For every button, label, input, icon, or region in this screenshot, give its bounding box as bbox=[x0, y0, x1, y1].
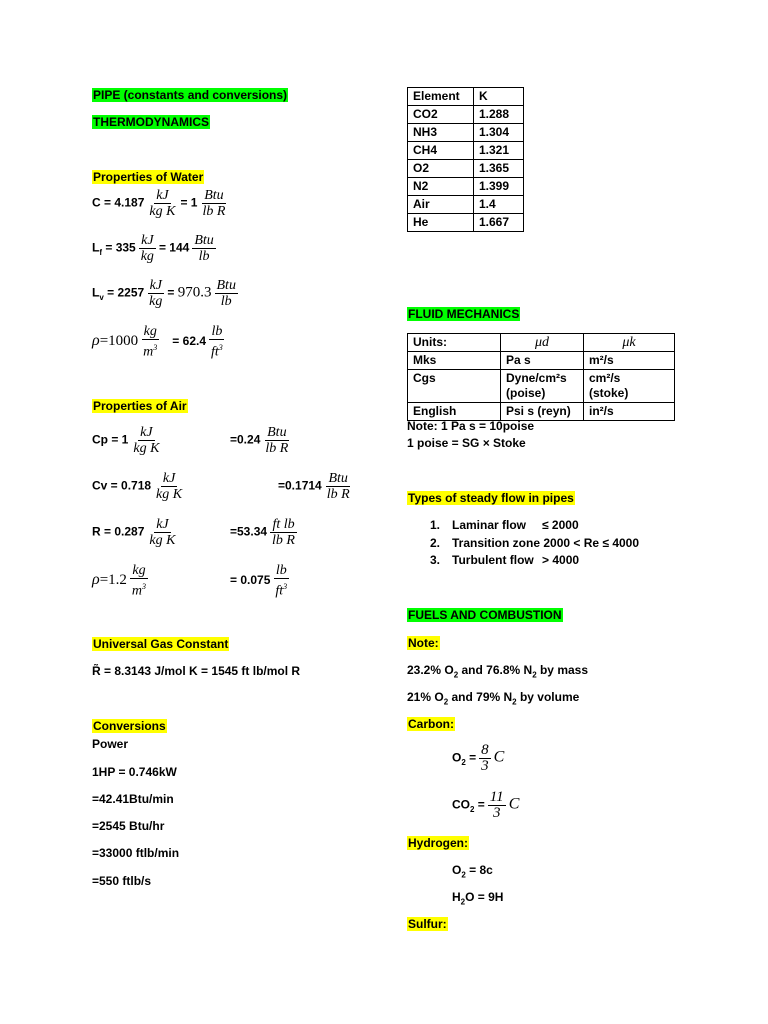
water-lf-formula: $L_f = 335$ $\frac{kJ}{kg}$ = 144 $\frac{\text{Btu}}{lb}$ bbox=[92, 233, 214, 264]
table-cell: Cgs bbox=[408, 370, 501, 403]
hydrogen-label: Hydrogen: bbox=[408, 836, 468, 850]
conversion-line: =33000 ftlb/min bbox=[92, 846, 180, 860]
table-cell: in²/s bbox=[584, 403, 675, 421]
air-volume-composition: 21% $O_2$ and 79% $N_2$ by volume bbox=[407, 690, 580, 707]
fraction: $\frac{\text{Btu}}{lb}$ bbox=[216, 278, 236, 309]
air-cv-formula-right: =0.1714 $\frac{\text{Btu}}{\text{lb R}}$ bbox=[278, 471, 350, 502]
table-cell: 1.399 bbox=[474, 178, 524, 196]
fluid-note-1: Note: 1 Pa s = 10poise bbox=[407, 419, 535, 433]
fraction: $\frac{8}{3}$ bbox=[481, 742, 489, 774]
table-cell: 1.304 bbox=[474, 124, 524, 142]
table-cell: Pa s bbox=[501, 352, 584, 370]
flow-types-heading: Types of steady flow in pipes bbox=[408, 491, 574, 505]
table-cell: CO2 bbox=[408, 106, 474, 124]
hydrogen-h2o-formula: $H_2O = 9H$ bbox=[452, 890, 504, 907]
air-cp-formula-left: Cp = 1 $\frac{kJ}{\text{kg K}}$ bbox=[92, 425, 160, 456]
table-row bbox=[408, 370, 675, 403]
gas-constant-heading: Universal Gas Constant bbox=[93, 637, 229, 651]
gas-constant-value: R̃ = 8.3143 J/mol K = 1545 ft lb/mol R bbox=[92, 664, 301, 678]
conversion-line: =2545 Btu/hr bbox=[92, 819, 165, 833]
water-heading: Properties of Water bbox=[93, 170, 204, 184]
table-cell: 1.4 bbox=[474, 196, 524, 214]
fraction: $\frac{kJ}{\text{kg K}}$ bbox=[149, 188, 176, 219]
conversions-power-label: Power bbox=[92, 737, 129, 751]
fraction: $\frac{kg}{m^3}$ bbox=[143, 324, 158, 360]
air-mass-composition: 23.2% $O_2$ and 76.8% $N_2$ by mass bbox=[407, 663, 589, 680]
table-row bbox=[408, 142, 524, 160]
table-cell: Air bbox=[408, 196, 474, 214]
fraction: $\frac{lb}{ft^3}$ bbox=[275, 563, 288, 599]
air-cv-formula-left: Cv = 0.718 $\frac{kJ}{\text{kg K}}$ bbox=[92, 471, 183, 502]
fraction: $\frac{\text{Btu}}{\text{lb R}}$ bbox=[265, 425, 289, 456]
table-cell: NH3 bbox=[408, 124, 474, 142]
table-cell: 1.365 bbox=[474, 160, 524, 178]
table-header-cell: Units: bbox=[408, 334, 501, 352]
table-cell: cm²/s (stoke) bbox=[584, 370, 675, 403]
air-cp-formula-right: =0.24 $\frac{\text{Btu}}{\text{lb R}}$ bbox=[230, 425, 289, 456]
fluid-mechanics-heading: FLUID MECHANICS bbox=[408, 307, 520, 321]
viscosity-units-table bbox=[407, 333, 675, 421]
conversion-line: =42.41Btu/min bbox=[92, 792, 174, 806]
table-row bbox=[408, 352, 675, 370]
table-cell: 1.321 bbox=[474, 142, 524, 160]
water-c-formula: C = 4.187 $\frac{kJ}{\text{kg K}}$ = 1 $\frac{\text{Btu}}{\text{lb R}}$ bbox=[92, 188, 226, 219]
fuels-note-label: Note: bbox=[408, 636, 439, 650]
list-item: 2. Transition zone 2000 < Re ≤ 4000 bbox=[430, 536, 640, 550]
sulfur-label: Sulfur: bbox=[408, 917, 447, 931]
air-density-formula-right: = 0.075 $\frac{lb}{ft^3}$ bbox=[230, 563, 288, 599]
table-row bbox=[408, 214, 524, 232]
fuels-heading: FUELS AND COMBUSTION bbox=[408, 608, 562, 622]
table-row bbox=[408, 403, 675, 421]
air-density-formula-left: ρ=1.2 $\frac{kg}{m^3}$ bbox=[92, 563, 147, 599]
table-header-cell: K bbox=[474, 88, 524, 106]
carbon-label: Carbon: bbox=[408, 717, 454, 731]
table-header-row bbox=[408, 334, 675, 352]
table-header-row bbox=[408, 88, 524, 106]
water-lv-formula: $L_v = 2257$ $\frac{kJ}{kg}$ = 970.3 $\frac{\text{Btu}}{lb}$ bbox=[92, 278, 236, 309]
table-cell: English bbox=[408, 403, 501, 421]
table-header-cell: μd bbox=[501, 334, 584, 352]
fraction: $\frac{11}{3}$ bbox=[489, 789, 504, 821]
table-cell: CH4 bbox=[408, 142, 474, 160]
k-ratio-table bbox=[407, 87, 524, 232]
table-cell: Dyne/cm²s (poise) bbox=[501, 370, 584, 403]
table-row bbox=[408, 124, 524, 142]
table-header-cell: μk bbox=[584, 334, 675, 352]
air-r-formula-right: =53.34 $\frac{\text{ft lb}}{\text{lb R}}$ bbox=[230, 517, 295, 548]
list-item: 3. Turbulent flow > 4000 bbox=[430, 553, 580, 567]
conversion-line: 1HP = 0.746kW bbox=[92, 765, 177, 779]
air-r-formula-left: R = 0.287 $\frac{kJ}{\text{kg K}}$ bbox=[92, 517, 176, 548]
table-row bbox=[408, 160, 524, 178]
air-heading: Properties of Air bbox=[93, 399, 187, 413]
table-cell: 1.288 bbox=[474, 106, 524, 124]
table-cell: He bbox=[408, 214, 474, 232]
fluid-note-2: 1 poise = SG × Stoke bbox=[407, 436, 526, 450]
thermodynamics-title: THERMODYNAMICS bbox=[93, 115, 209, 129]
fraction: $\frac{\text{Btu}}{\text{lb R}}$ bbox=[202, 188, 226, 219]
fraction: $\frac{kg}{m^3}$ bbox=[131, 563, 147, 599]
fraction: $\frac{kJ}{kg}$ bbox=[149, 278, 163, 309]
table-cell: N2 bbox=[408, 178, 474, 196]
fraction: $\frac{\text{Btu}}{lb}$ bbox=[194, 233, 214, 264]
table-row bbox=[408, 178, 524, 196]
table-row bbox=[408, 196, 524, 214]
fraction: $\frac{lb}{ft^3}$ bbox=[211, 324, 223, 360]
table-row bbox=[408, 106, 524, 124]
table-cell: m²/s bbox=[584, 352, 675, 370]
conversion-line: =550 ftlb/s bbox=[92, 874, 152, 888]
table-cell: Mks bbox=[408, 352, 501, 370]
table-cell: Psi s (reyn) bbox=[501, 403, 584, 421]
fraction: $\frac{\text{ft lb}}{\text{lb R}}$ bbox=[272, 517, 295, 548]
fraction: $\frac{\text{Btu}}{\text{lb R}}$ bbox=[326, 471, 350, 502]
table-cell: O2 bbox=[408, 160, 474, 178]
fraction: $\frac{kJ}{kg}$ bbox=[140, 233, 154, 264]
hydrogen-o2-formula: $O_2 = 8c$ bbox=[452, 863, 493, 880]
list-item: 1. Laminar flow ≤ 2000 bbox=[430, 518, 579, 532]
carbon-co2-formula: $CO_2$ = $\frac{11}{3}$ C bbox=[452, 789, 520, 821]
conversions-heading: Conversions bbox=[93, 719, 166, 733]
water-density-formula: ρ=1000 $\frac{kg}{m^3}$ = 62.4 $\frac{lb}{ft^3}$ bbox=[92, 324, 223, 360]
fraction: $\frac{kJ}{\text{kg K}}$ bbox=[133, 425, 160, 456]
pipe-title: PIPE (constants and conversions) bbox=[93, 88, 288, 102]
table-header-cell: Element bbox=[408, 88, 474, 106]
carbon-o2-formula: $O_2$ = $\frac{8}{3}$ C bbox=[452, 742, 505, 774]
table-cell: 1.667 bbox=[474, 214, 524, 232]
fraction: $\frac{kJ}{\text{kg K}}$ bbox=[156, 471, 183, 502]
fraction: $\frac{kJ}{\text{kg K}}$ bbox=[149, 517, 176, 548]
